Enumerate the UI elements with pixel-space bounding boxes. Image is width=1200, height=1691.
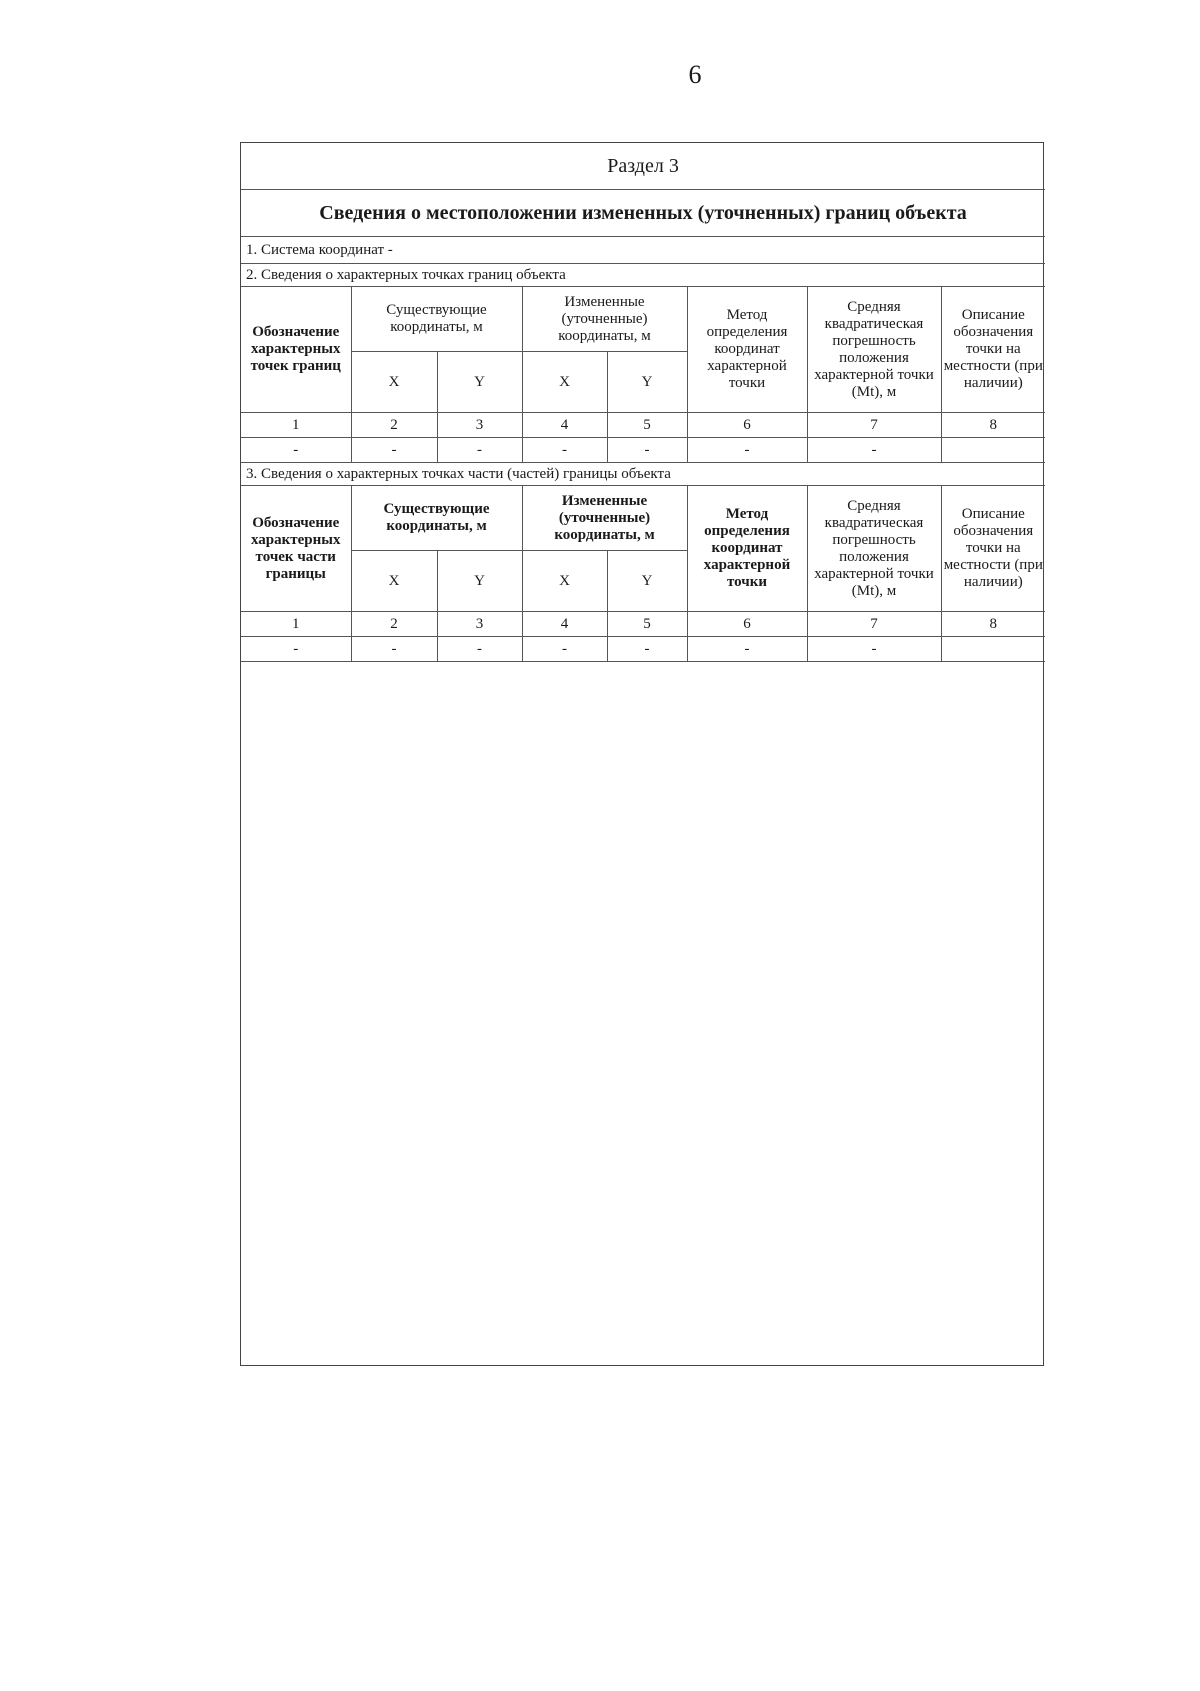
t2-num-cell: 1 xyxy=(241,612,351,637)
t2-existing-x: X xyxy=(351,551,437,612)
t1-num-cell: 7 xyxy=(807,413,941,438)
t1-data-cell: - xyxy=(241,438,351,463)
t1-data-cell: - xyxy=(437,438,522,463)
t1-col-error: Средняя квадратическая погрешность положения характерной точки (Mt), м xyxy=(807,287,941,413)
t1-data-cell: - xyxy=(607,438,687,463)
t2-data-cell: - xyxy=(807,637,941,662)
t2-col-existing: Существующие координаты, м xyxy=(351,486,522,551)
t1-data-cell xyxy=(941,438,1045,463)
t2-col-changed: Измененные (уточненные) координаты, м xyxy=(522,486,687,551)
t1-data-cell: - xyxy=(522,438,607,463)
t2-changed-x: X xyxy=(522,551,607,612)
t2-changed-y: Y xyxy=(607,551,687,612)
section-frame xyxy=(240,142,1044,1366)
t1-col-existing: Существующие координаты, м xyxy=(351,287,522,352)
t2-data-cell: - xyxy=(687,637,807,662)
t1-data-row xyxy=(241,438,1045,463)
t2-num-cell: 3 xyxy=(437,612,522,637)
t1-num-cell: 1 xyxy=(241,413,351,438)
t2-num-cell: 2 xyxy=(351,612,437,637)
t2-data-cell: - xyxy=(351,637,437,662)
t1-col-designation: Обозначение характерных точек границ xyxy=(241,287,351,413)
t2-col-method: Метод определения координат характерной точки xyxy=(687,486,807,612)
t1-number-row xyxy=(241,413,1045,438)
t1-col-changed: Измененные (уточненные) координаты, м xyxy=(522,287,687,352)
t2-data-row xyxy=(241,637,1045,662)
t1-num-cell: 6 xyxy=(687,413,807,438)
t1-num-cell: 3 xyxy=(437,413,522,438)
t1-existing-x: X xyxy=(351,352,437,413)
t2-data-cell: - xyxy=(437,637,522,662)
t2-col-description: Описание обозначения точки на местности (при наличии) xyxy=(941,486,1045,612)
t2-num-cell: 5 xyxy=(607,612,687,637)
t1-data-cell: - xyxy=(687,438,807,463)
t2-num-cell: 4 xyxy=(522,612,607,637)
t2-data-cell xyxy=(941,637,1045,662)
t1-num-cell: 2 xyxy=(351,413,437,438)
t1-num-cell: 8 xyxy=(941,413,1045,438)
t1-changed-x: X xyxy=(522,352,607,413)
page-number: 6 xyxy=(688,60,702,89)
t2-data-cell: - xyxy=(607,637,687,662)
section-table xyxy=(241,143,1045,662)
t2-col-error: Средняя квадратическая погрешность положения характерной точки (Mt), м xyxy=(807,486,941,612)
t2-existing-y: Y xyxy=(437,551,522,612)
t1-data-cell: - xyxy=(807,438,941,463)
t2-col-designation: Обозначение характерных точек части границы xyxy=(241,486,351,612)
table2-caption: 3. Сведения о характерных точках части (частей) границы объекта xyxy=(241,463,1045,486)
t2-num-cell: 8 xyxy=(941,612,1045,637)
section-subtitle: Сведения о местоположении измененных (уточненных) границ объекта xyxy=(241,190,1045,237)
t2-data-cell: - xyxy=(241,637,351,662)
t1-num-cell: 4 xyxy=(522,413,607,438)
t1-col-description: Описание обозначения точки на местности (при наличии) xyxy=(941,287,1045,413)
table1-caption: 2. Сведения о характерных точках границ объекта xyxy=(241,264,1045,287)
t1-data-cell: - xyxy=(351,438,437,463)
t1-existing-y: Y xyxy=(437,352,522,413)
t1-changed-y: Y xyxy=(607,352,687,413)
t2-num-cell: 6 xyxy=(687,612,807,637)
t1-num-cell: 5 xyxy=(607,413,687,438)
coord-system-line: 1. Система координат - xyxy=(241,237,1045,264)
t1-col-method: Метод определения координат характерной точки xyxy=(687,287,807,413)
t2-num-cell: 7 xyxy=(807,612,941,637)
t2-number-row xyxy=(241,612,1045,637)
t2-data-cell: - xyxy=(522,637,607,662)
section-title: Раздел 3 xyxy=(241,143,1045,190)
